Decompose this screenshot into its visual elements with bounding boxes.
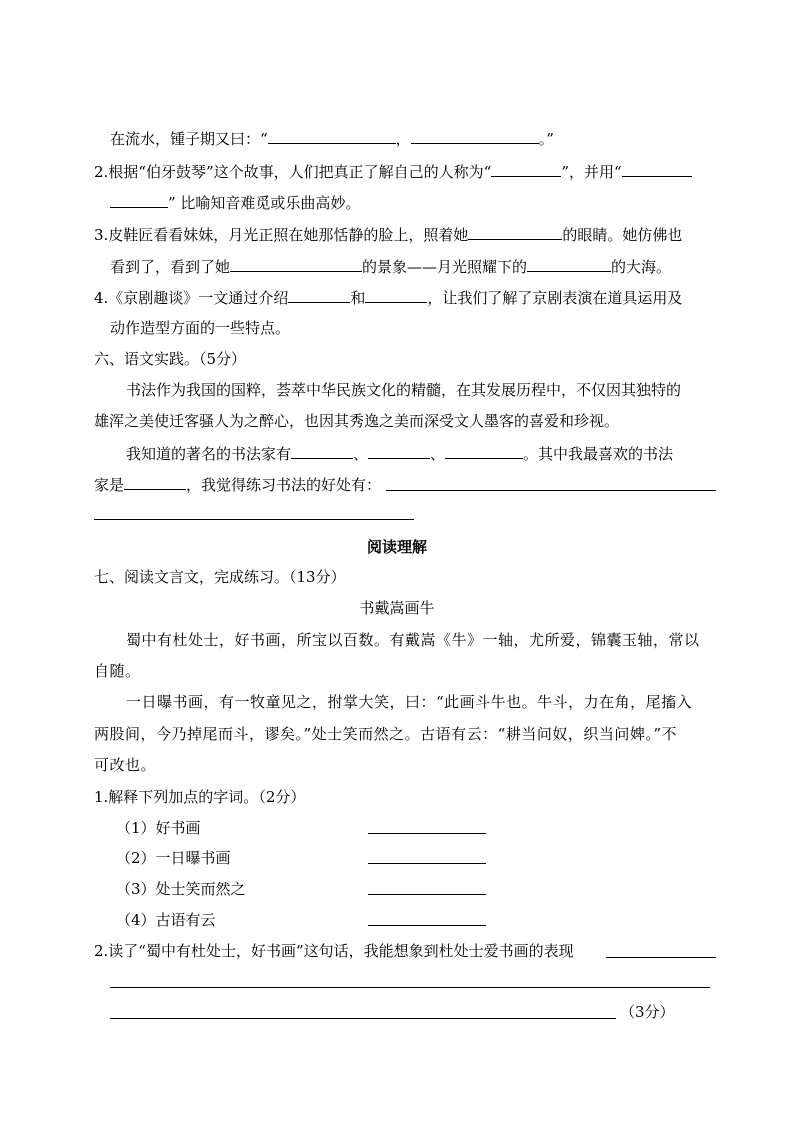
answer-blank[interactable] <box>124 474 186 490</box>
text: 看到了，看到了她 <box>110 258 231 276</box>
text: ，我觉得练习书法的好处有： <box>186 476 382 494</box>
line-q3-1 <box>94 224 682 244</box>
passage-line: 自随。 <box>94 662 141 680</box>
text: ，让我们了解了京剧表演在道具运用及 <box>427 289 683 307</box>
answer-line[interactable] <box>368 925 486 926</box>
answer-blank[interactable] <box>491 161 561 177</box>
answer-line[interactable] <box>368 863 486 864</box>
passage-line: 蜀中有杜处士，好书画，所宝以百数。有戴嵩《牛》一轴，尤所爱，锦囊玉轴，常以 <box>126 631 700 649</box>
section7-heading: 七、阅读文言文，完成练习。（13分） <box>94 568 346 586</box>
text: 我知道的著名的书法家有 <box>126 445 292 463</box>
answer-line[interactable] <box>110 987 710 988</box>
answer-line[interactable] <box>386 490 716 491</box>
paragraph-line: 书法作为我国的国粹，荟萃中华民族文化的精髓，在其发展历程中，不仅因其独特的 <box>126 381 682 399</box>
section6-heading: 六、语文实践。（5分） <box>94 350 247 368</box>
text: 4.《京剧趣谈》一文通过介绍 <box>94 289 289 307</box>
text: 、 <box>353 445 369 463</box>
text: 。其中我最喜欢的书法 <box>523 445 674 463</box>
passage-line: 两股间，今乃掉尾而斗，谬矣。”处士笑而然之。古语有云：“耕当问奴，织当问婢。”不 <box>94 725 678 743</box>
text: 3.皮鞋匠看看妹妹，月光正照在她那恬静的脸上，照着她 <box>94 226 469 244</box>
passage-line: 可改也。 <box>94 756 157 774</box>
line-s6-favorite <box>94 474 381 494</box>
text: ”，并用“ <box>561 163 622 181</box>
line-q4-1 <box>94 287 682 307</box>
answer-line[interactable] <box>368 833 486 834</box>
q2-question: 2.读了“蜀中有杜处士，好书画”这句话，我能想象到杜处士爱书画的表现 <box>94 942 574 960</box>
answer-line[interactable] <box>94 519 414 520</box>
text: 的景象——月光照耀下的 <box>362 258 528 276</box>
line-q2-2 <box>110 192 360 212</box>
text: 和 <box>350 289 366 307</box>
answer-blank[interactable] <box>110 192 168 208</box>
text: 、 <box>430 445 446 463</box>
q1-item: （2）一日曝书画 <box>116 849 231 867</box>
q1-item: （1）好书画 <box>116 819 201 837</box>
q2-score: （3分） <box>620 1003 675 1021</box>
answer-blank[interactable] <box>622 161 692 177</box>
answer-blank[interactable] <box>291 443 353 459</box>
answer-blank[interactable] <box>365 287 427 303</box>
q1-heading: 1.解释下列加点的字词。（2分） <box>94 788 306 806</box>
line-q2-1 <box>94 161 692 181</box>
text: ” 比喻知音难觅或乐曲高妙。 <box>168 194 361 212</box>
reading-title: 阅读理解 <box>366 538 427 556</box>
text: 的大海。 <box>611 258 672 276</box>
answer-blank[interactable] <box>288 287 350 303</box>
answer-blank[interactable] <box>527 256 611 272</box>
text: 的眼睛。她仿佛也 <box>562 226 683 244</box>
line-q4-2: 动作造型方面的一些特点。 <box>110 319 291 337</box>
line-q3-2 <box>110 256 671 276</box>
text: 在流水，锺子期又曰：“ <box>110 130 268 148</box>
answer-line[interactable] <box>368 894 486 895</box>
answer-line[interactable] <box>606 957 716 958</box>
line-s5-l1 <box>110 128 554 148</box>
answer-blank[interactable] <box>411 128 539 144</box>
answer-line[interactable] <box>110 1018 616 1019</box>
answer-blank[interactable] <box>468 224 562 240</box>
passage-line: 一日曝书画，有一牧童见之，拊掌大笑，曰：“此画斗牛也。牛斗，力在角，尾搐入 <box>126 693 693 711</box>
text: ， <box>395 130 411 148</box>
text: 家是 <box>94 476 125 494</box>
passage-title: 书戴嵩画牛 <box>359 599 435 617</box>
text: 2.根据“伯牙鼓琴”这个故事，人们把真正了解自己的人称为“ <box>94 163 492 181</box>
q1-item: （4）古语有云 <box>116 911 216 929</box>
paragraph-line: 雄浑之美使迁客骚人为之醉心，也因其秀逸之美而深受文人墨客的喜爱和珍视。 <box>94 412 620 430</box>
answer-blank[interactable] <box>445 443 523 459</box>
line-s6-calligraphers <box>126 443 673 463</box>
q1-item: （3）处士笑而然之 <box>116 880 246 898</box>
text: 。” <box>538 130 554 148</box>
answer-blank[interactable] <box>230 256 362 272</box>
answer-blank[interactable] <box>368 443 430 459</box>
answer-blank[interactable] <box>268 128 396 144</box>
